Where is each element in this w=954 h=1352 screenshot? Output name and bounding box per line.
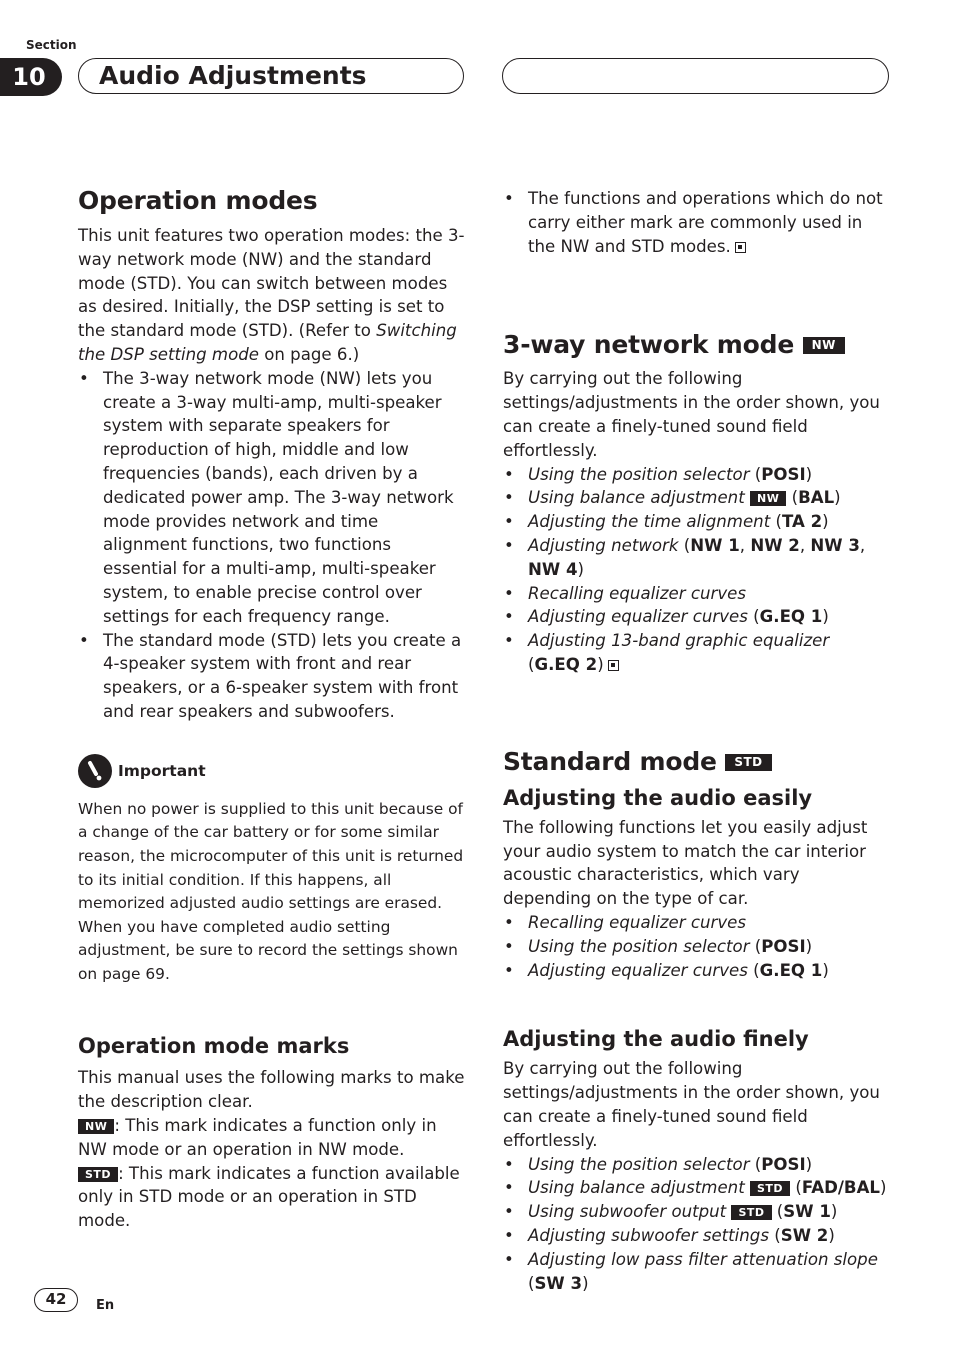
left-column [78, 186, 466, 1233]
list-item-text: Using subwoofer output [528, 1202, 727, 1222]
list-item-text: Adjusting low pass filter attenuation slope [528, 1249, 878, 1269]
end-mark-icon [608, 660, 619, 671]
adjust-finely-list [503, 1153, 891, 1296]
setting-code: SW 3 [534, 1273, 583, 1293]
intro-text: This unit features two operation modes: the 3-way network mode (NW) and the standard mode (STD). You can switch between modes as desired. Initially, the DSP setting is set to the standard mode (STD). (Refer to [78, 226, 465, 341]
setting-code: NW 2 [750, 535, 800, 555]
nw-mark: NW [803, 337, 845, 354]
list-item: • Adjusting equalizer curves (G.EQ 1) [503, 959, 891, 983]
list-item-text: The standard mode (STD) lets you create a 4-speaker system with front and rear speakers, or a 6-speaker system with front and rear speakers and subwoofers. [103, 630, 462, 721]
end-mark-icon [735, 242, 746, 253]
section-title-box [78, 58, 464, 94]
list-item-text: Adjusting equalizer curves [528, 960, 748, 980]
list-item: • Adjusting equalizer curves (G.EQ 1) [503, 605, 891, 629]
list-item-text: Recalling equalizer curves [528, 583, 746, 603]
marks-intro: This manual uses the following marks to make the description clear. [78, 1068, 465, 1112]
bullet: • [79, 630, 89, 650]
list-item-text: Adjusting 13-band graphic equalizer [528, 631, 830, 651]
std-mark-description [78, 1162, 466, 1233]
list-item: • Adjusting network (NW 1, NW 2, NW 3, NW 4) [504, 535, 866, 579]
bullet: • [504, 912, 514, 932]
list-item: • Adjusting the time alignment (TA 2) [503, 510, 891, 534]
bullet: • [79, 368, 89, 388]
bullet: • [504, 1249, 514, 1269]
bullet: • [504, 512, 514, 532]
operation-modes-heading: Operation modes [78, 186, 318, 215]
list-item-text: Using balance adjustment [528, 1178, 745, 1198]
list-item: • Using the position selector (POSI) [503, 463, 891, 487]
list-item-text: Adjusting subwoofer settings [528, 1225, 769, 1245]
list-item-text: Using the position selector [528, 1154, 750, 1174]
important-icon [78, 754, 112, 788]
list-item-text: Using the position selector [528, 464, 750, 484]
adjust-easily-list [503, 911, 891, 982]
setting-code: SW 2 [780, 1225, 829, 1245]
setting-code: POSI [761, 1154, 806, 1174]
bullet: • [504, 535, 514, 555]
adjust-finely-intro: By carrying out the following settings/adjustments in the order shown, you can create a finely-tuned sound field effortlessly. [503, 1059, 880, 1150]
section-title: Audio Adjustments [99, 61, 367, 90]
standard-mode-heading [503, 747, 891, 776]
setting-code: SW 1 [783, 1202, 831, 1222]
intro-reference: Switching the DSP setting mode [78, 321, 457, 364]
bullet: • [504, 464, 514, 484]
list-item-text: Adjusting the time alignment [528, 512, 771, 532]
list-item-text: Adjusting equalizer curves [528, 607, 748, 627]
setting-code: POSI [761, 936, 806, 956]
list-item [78, 629, 466, 724]
important-text: When no power is supplied to this unit because of a change of the car battery or for some similar reason, the microcomputer of this unit is returned to its initial condition. If this happens, all memorized adjusted audio settings are erased. When you have completed audio setting adjustment, be sure to record the settings shown on page 69. [78, 799, 464, 983]
page-number: 42 [34, 1288, 78, 1312]
setting-code: TA 2 [781, 512, 823, 532]
setting-code: POSI [761, 464, 806, 484]
std-mark: STD [731, 1205, 771, 1220]
nw-mark: NW [750, 491, 786, 506]
operation-mode-marks-heading: Operation mode marks [78, 1034, 350, 1059]
adjust-finely-heading: Adjusting the audio finely [503, 1027, 809, 1052]
setting-code: G.EQ 2 [534, 654, 598, 674]
important-label: Important [118, 761, 206, 780]
language-code: En [96, 1298, 115, 1313]
common-functions-list [503, 187, 891, 258]
important-header [78, 754, 466, 788]
setting-code: NW 3 [810, 535, 860, 555]
list-item [503, 187, 891, 258]
setting-code: NW 4 [528, 559, 578, 579]
list-item [503, 582, 891, 606]
list-item-text: Using balance adjustment [528, 488, 745, 508]
setting-code: G.EQ 1 [759, 607, 823, 627]
setting-code: G.EQ 1 [759, 960, 823, 980]
nw-mark-text: : This mark indicates a function only in NW mode or an operation in NW mode. [78, 1116, 437, 1159]
std-mark: STD [750, 1181, 790, 1196]
bullet: • [504, 631, 514, 651]
list-item-text: Adjusting network [528, 535, 679, 555]
list-item [503, 911, 891, 935]
adjust-easily-heading: Adjusting the audio easily [503, 785, 813, 810]
setting-code: BAL [798, 488, 835, 508]
bullet: • [504, 189, 514, 208]
list-item: • Using subwoofer output STD (SW 1) [503, 1200, 891, 1224]
bullet: • [504, 607, 514, 627]
nw-mode-intro: By carrying out the following settings/adjustments in the order shown, you can create a finely-tuned sound field effortlessly. [503, 369, 880, 460]
setting-code: NW 1 [690, 535, 740, 555]
section-label: Section [26, 38, 77, 52]
list-item-text: Recalling equalizer curves [528, 912, 746, 932]
list-item: • Using balance adjustment STD (FAD/BAL) [503, 1176, 891, 1200]
bullet: • [504, 960, 514, 980]
nw-mark: NW [78, 1119, 114, 1134]
nw-mode-heading-text: 3-way network mode [503, 330, 795, 360]
bullet: • [504, 583, 514, 603]
std-mark: STD [725, 754, 771, 771]
list-item: • Using balance adjustment NW (BAL) [503, 486, 891, 510]
intro-text-end: on page 6.) [258, 344, 360, 364]
section-number: 10 [0, 58, 62, 96]
operation-modes-list [78, 367, 466, 724]
bullet: • [504, 488, 514, 508]
empty-header-box [502, 58, 889, 94]
standard-mode-heading-text: Standard mode [503, 746, 717, 776]
nw-mode-list [503, 463, 891, 677]
list-item [78, 367, 466, 629]
bullet: • [504, 1225, 514, 1245]
nw-mode-heading [503, 330, 891, 359]
std-mark-text: : This mark indicates a function available only in STD mode or an operation in STD mode. [78, 1163, 460, 1231]
setting-code: FAD/BAL [801, 1178, 880, 1198]
bullet: • [504, 1154, 514, 1174]
bullet: • [504, 936, 514, 956]
list-item-text: The functions and operations which do not carry either mark are commonly used in the NW and STD modes. [528, 189, 883, 256]
list-item: • Using the position selector (POSI) [503, 1153, 891, 1177]
list-item: • Adjusting 13-band graphic equalizer (G.EQ 2) [504, 631, 830, 674]
bullet: • [504, 1178, 514, 1198]
list-item: • Adjusting low pass filter attenuation slope (SW 3) [504, 1249, 878, 1293]
list-item: • Adjusting subwoofer settings (SW 2) [503, 1224, 891, 1248]
list-item-text: The 3-way network mode (NW) lets you create a 3-way multi-amp, multi-speaker system with separate speakers for reproduction of high, middle and low frequencies (bands), each driven by a dedicated power amp. The 3-way network mode provides network and time alignment functions, two functions essential for a multi-amp, multi-speaker system, to enable precise control over settings for each frequency range. [103, 368, 454, 626]
nw-mark-description [78, 1114, 466, 1162]
operation-modes-intro [78, 224, 466, 367]
right-column [503, 187, 891, 1295]
list-item: • Using the position selector (POSI) [503, 935, 891, 959]
adjust-easily-intro: The following functions let you easily adjust your audio system to match the car interior acoustic characteristics, which vary depending on the type of car. [503, 817, 868, 909]
list-item-text: Using the position selector [528, 936, 750, 956]
std-mark: STD [78, 1167, 118, 1182]
bullet: • [504, 1202, 514, 1222]
exclamation-icon [84, 760, 106, 782]
